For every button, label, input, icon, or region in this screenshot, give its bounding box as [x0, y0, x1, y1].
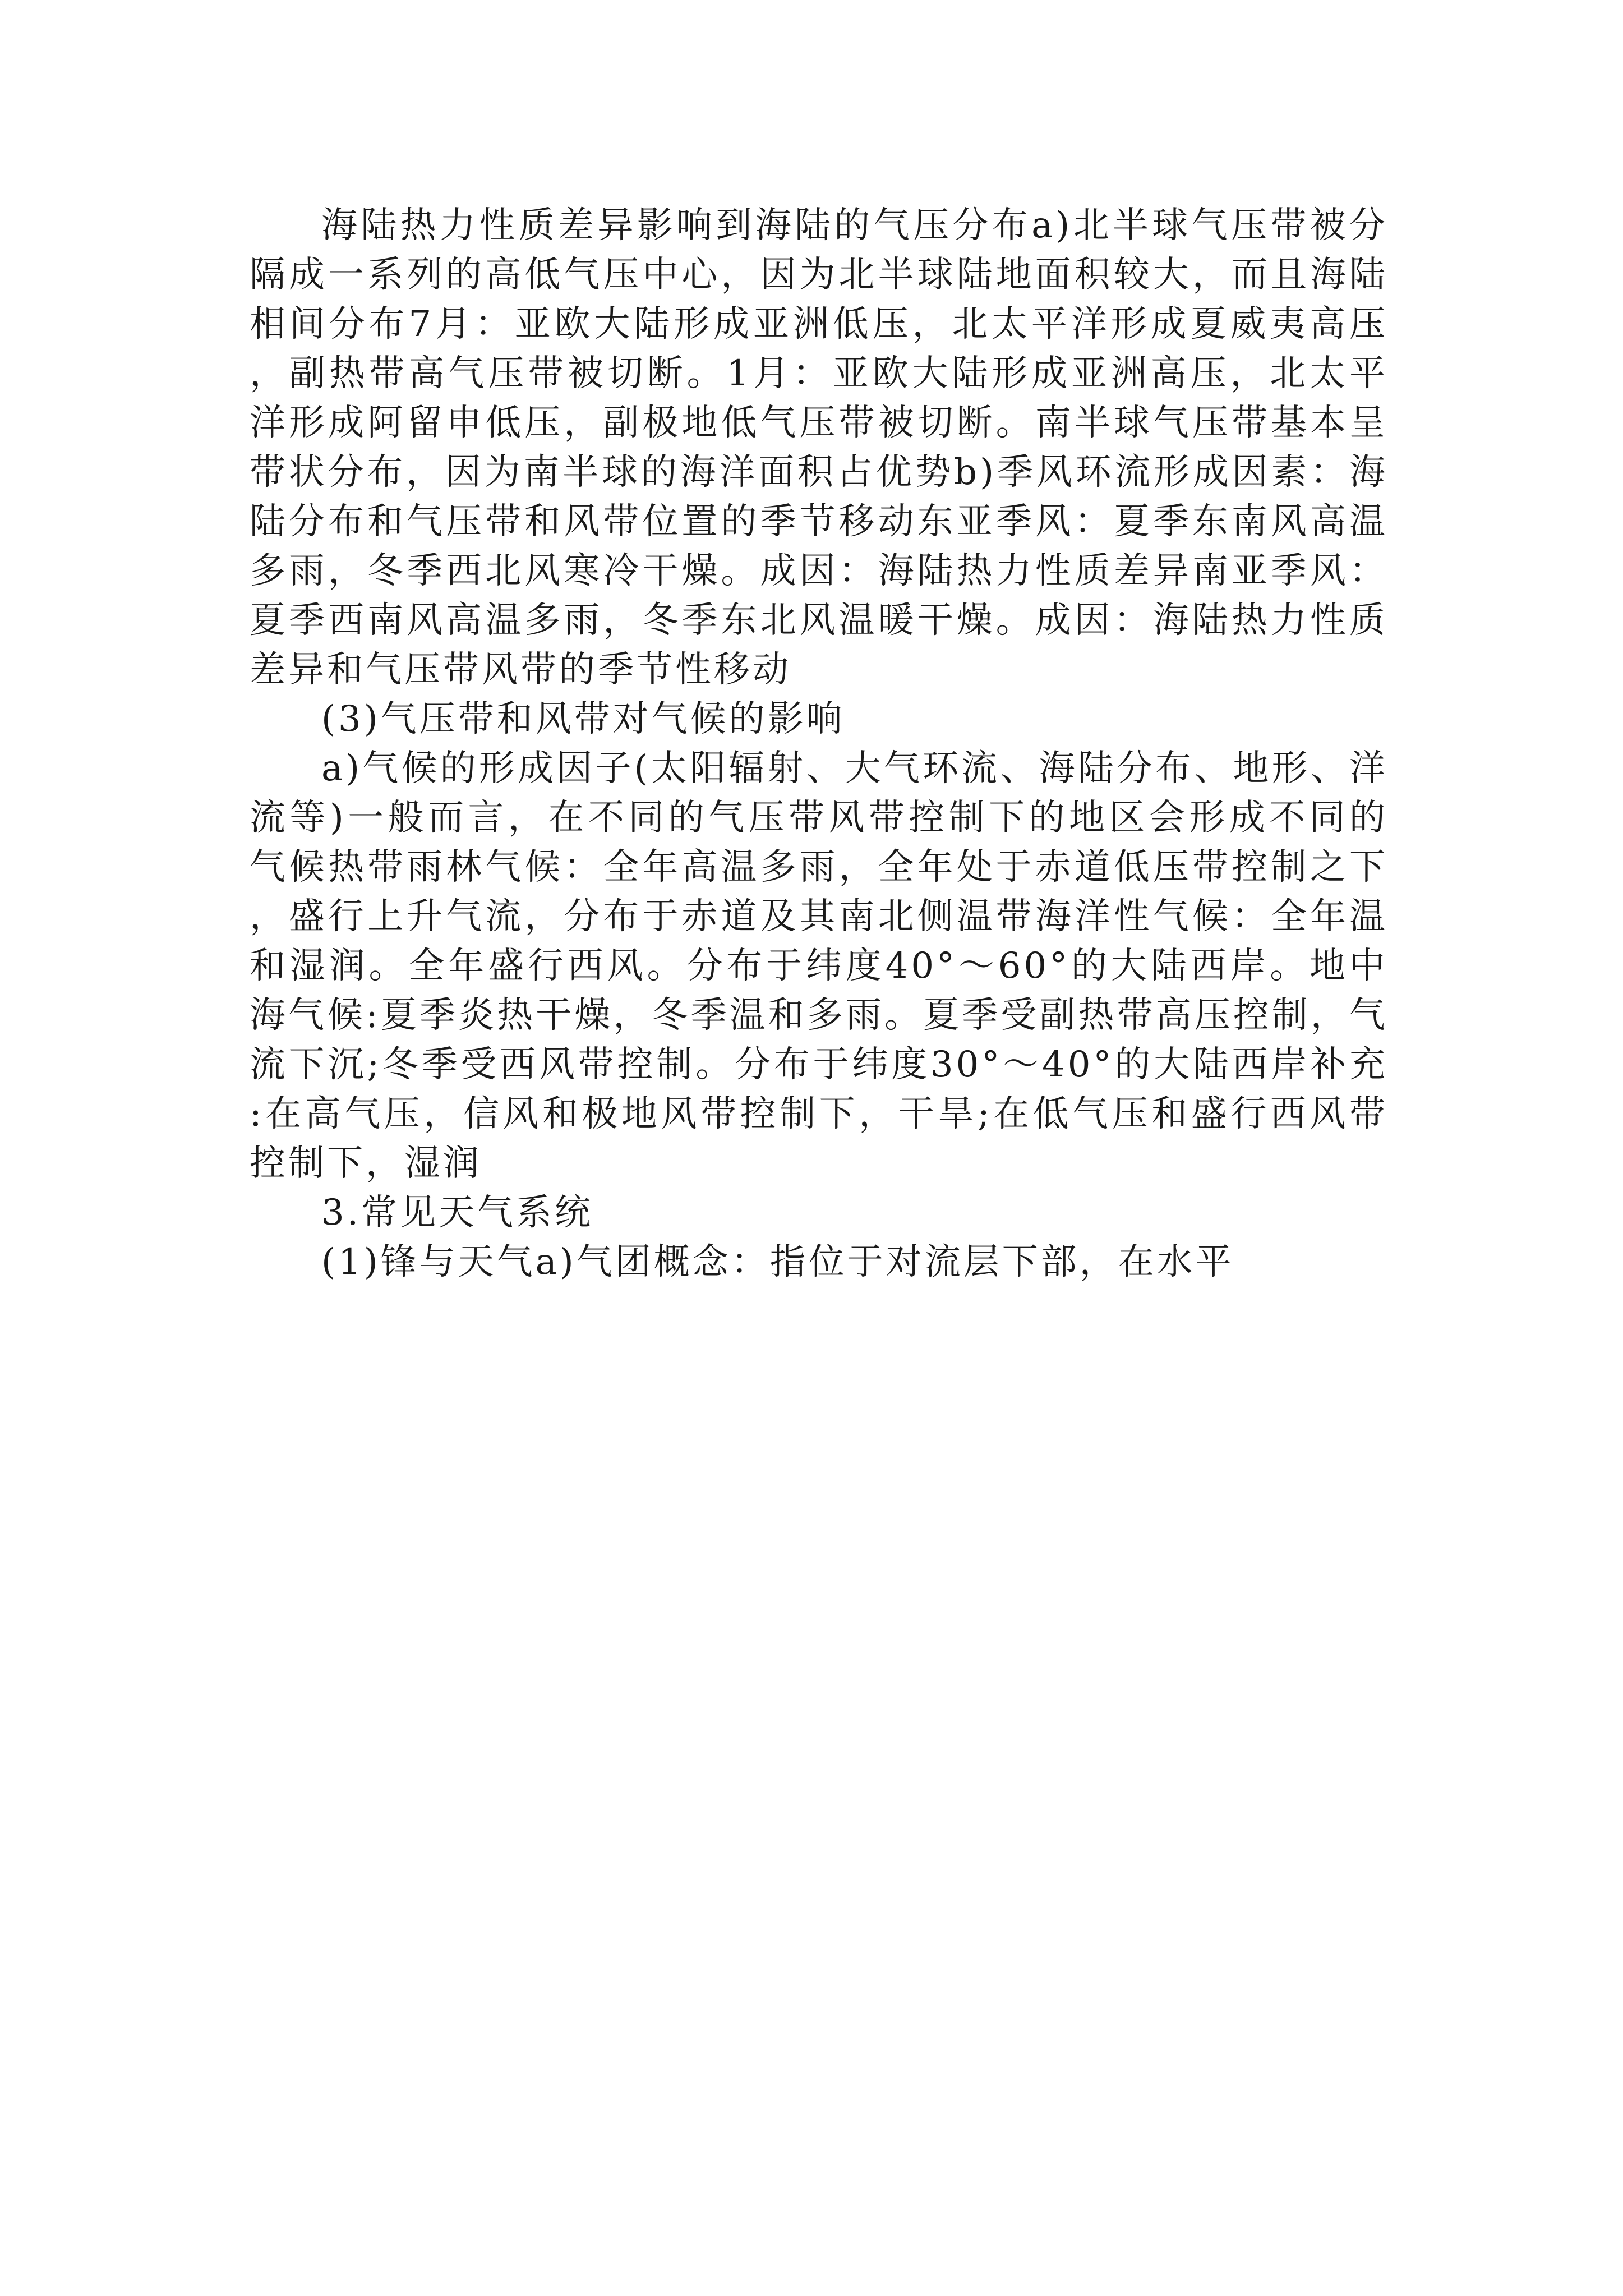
paragraph-climate-factors: a)气候的形成因子(太阳辐射、大气环流、海陆分布、地形、洋流等)一般而言，在不同的气压带风带控制下的地区会形成不同的气候热带雨林气候：全年高温多雨，全年处于赤道低压带控制之下，盛行上升气流，分布于赤道及其南北侧温带海洋性气候：全年温和湿润。全年盛行西风。分布于纬度40°～60°的大陆西岸。地中海气候:夏季炎热干燥，冬季温和多雨。夏季受副热带高压控制，气流下沉;冬季受西风带控制。分布于纬度30°～40°的大陆西岸补充:在高气压，信风和极地风带控制下，干旱;在低气压和盛行西风带控制下，湿润	[250, 748, 1388, 1184]
paragraph-heading-climate-influence: (3)气压带和风带对气候的影响	[321, 698, 845, 740]
paragraph-fronts-and-weather: (1)锋与天气a)气团概念：指位于对流层下部，在水平	[321, 1241, 1234, 1283]
paragraph-pressure-distribution: 海陆热力性质差异影响到海陆的气压分布a)北半球气压带被分隔成一系列的高低气压中心，因为北半球陆地面积较大，而且海陆相间分布7月：亚欧大陆形成亚洲低压，北太平洋形成夏威夷高压，副热带高气压带被切断。1月：亚欧大陆形成亚洲高压，北太平洋形成阿留申低压，副极地低气压带被切断。南半球气压带基本呈带状分布，因为南半球的海洋面积占优势b)季风环流形成因素：海陆分布和气压带和风带位置的季节移动东亚季风：夏季东南风高温多雨，冬季西北风寒冷干燥。成因：海陆热力性质差异南亚季风：夏季西南风高温多雨，冬季东北风温暖干燥。成因：海陆热力性质差异和气压带风带的季节性移动	[250, 205, 1388, 691]
paragraph-heading-weather-systems: 3.常见天气系统	[321, 1192, 594, 1234]
document-body	[250, 201, 1388, 1287]
